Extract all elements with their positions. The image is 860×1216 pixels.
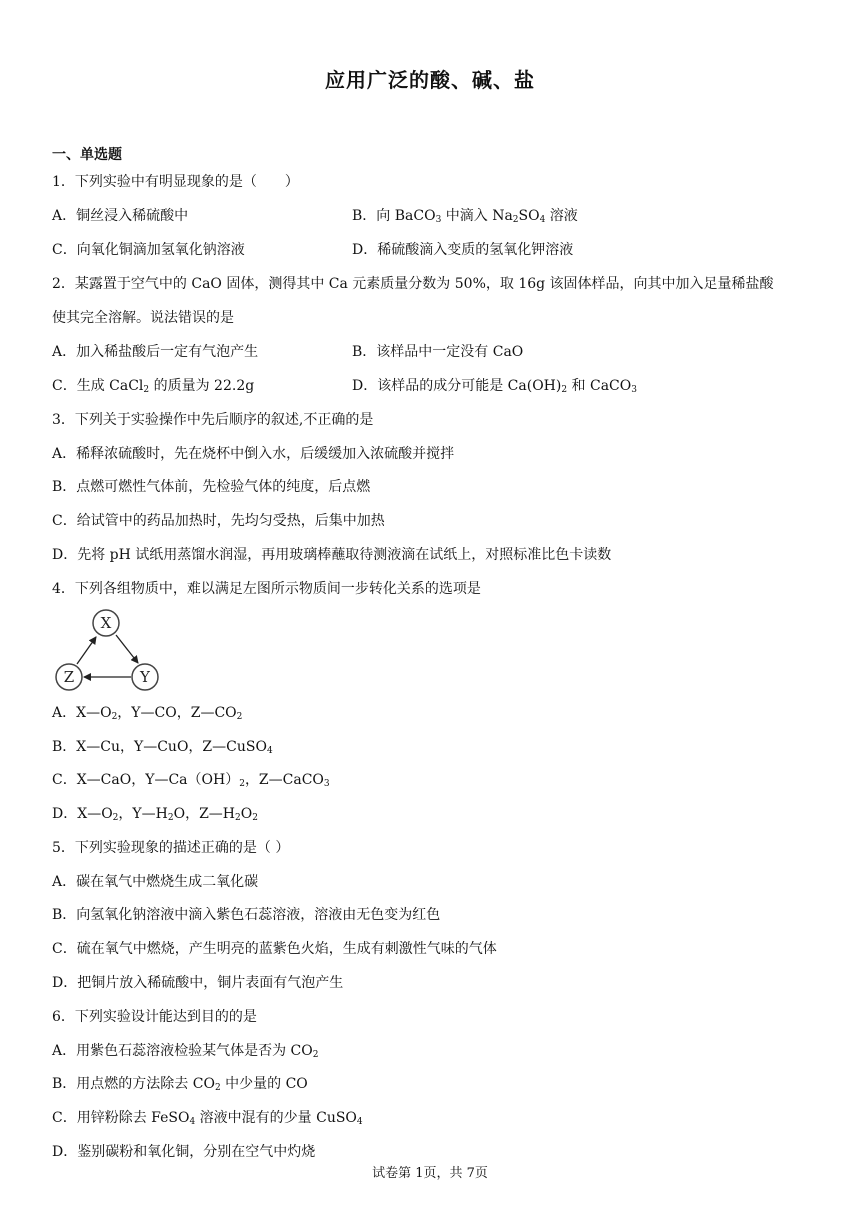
q1-option-b: B．向 BaCO$_3$ 中滴入 $Na_2SO_4$ 溶液 xyxy=(352,208,578,225)
q5-stem: 5．下列实验现象的描述正确的是（ ） xyxy=(52,840,290,856)
q4-option-a: A．$X—O_2$，Y—CO，$Z—CO_2$ xyxy=(52,705,243,722)
q5-option-d: D．把铜片放入稀硫酸中，铜片表面有气泡产生 xyxy=(52,975,344,991)
q1-stem: 1．下列实验中有明显现象的是（ ） xyxy=(52,174,299,190)
section-heading: 一、单选题 xyxy=(52,147,122,163)
q1-option-c: C．向氧化铜滴加氢氧化钠溶液 xyxy=(52,242,245,258)
q6-option-c: C．用锌粉除去 FeSO$_4$ 溶液中混有的少量 CuSO$_4$ xyxy=(52,1110,363,1127)
q3-option-c: C．给试管中的药品加热时，先均匀受热，后集中加热 xyxy=(52,513,385,529)
q3-option-d: D．先将 pH 试纸用蒸馏水润湿，再用玻璃棒蘸取待测液滴在试纸上，对照标准比色卡读数 xyxy=(52,547,612,563)
q5-option-b: B．向氢氧化钠溶液中滴入紫色石蕊溶液，溶液由无色变为红色 xyxy=(52,907,441,923)
q4-stem: 4．下列各组物质中，难以满足左图所示物质间一步转化关系的选项是 xyxy=(52,581,481,597)
q6-stem: 6．下列实验设计能达到目的的是 xyxy=(52,1009,257,1025)
arrow-x-to-y xyxy=(116,635,138,663)
q2-option-d: D．该样品的成分可能是 $Ca(OH)_2$ 和 CaCO$_3$ xyxy=(352,378,637,395)
page-title: 应用广泛的酸、碱、盐 xyxy=(325,68,535,92)
q2-stem-line1: 2．某露置于空气中的 CaO 固体，测得其中 Ca 元素质量分数为 50%，取 16g 该固体样品，向其中加入足量稀盐酸 xyxy=(52,276,774,292)
node-x-label: X xyxy=(100,614,112,632)
q6-option-b: B．用点燃的方法除去 $CO_2$ 中少量的 CO xyxy=(52,1076,308,1093)
q2-option-a: A．加入稀盐酸后一定有气泡产生 xyxy=(52,344,259,360)
q5-option-a: A．碳在氧气中燃烧生成二氧化碳 xyxy=(52,874,259,890)
node-z-label: Z xyxy=(63,668,75,686)
arrow-z-to-x xyxy=(77,637,96,664)
q6-option-a: A．用紫色石蕊溶液检验某气体是否为 $CO_2$ xyxy=(52,1043,319,1060)
q2-option-b: B．该样品中一定没有 CaO xyxy=(352,344,524,360)
q3-option-b: B．点燃可燃性气体前，先检验气体的纯度，后点燃 xyxy=(52,479,371,495)
q1-option-a: A．铜丝浸入稀硫酸中 xyxy=(52,208,189,224)
conversion-diagram xyxy=(50,606,166,694)
q1-option-d: D．稀硫酸滴入变质的氢氧化钾溶液 xyxy=(352,242,574,258)
q3-option-a: A．稀释浓硫酸时，先在烧杯中倒入水，后缓缓加入浓硫酸并搅拌 xyxy=(52,446,455,462)
q3-stem: 3．下列关于实验操作中先后顺序的叙述,不正确的是 xyxy=(52,412,374,428)
q4-option-b: B．X—Cu，Y—CuO，Z—CuSO$_4$ xyxy=(52,739,273,756)
q2-stem-line2: 使其完全溶解。说法错误的是 xyxy=(52,310,234,326)
q4-option-d: D．$X—O_2$，$Y—H_2O$，$Z—H_2O_2$ xyxy=(52,806,258,823)
node-y-label: Y xyxy=(140,668,150,686)
q6-option-d: D．鉴别碳粉和氧化铜，分别在空气中灼烧 xyxy=(52,1144,316,1160)
q4-option-c: C．X—CaO，$Y—Ca(OH)_2$，Z—CaCO$_3$ xyxy=(52,772,330,789)
q5-option-c: C．硫在氧气中燃烧，产生明亮的蓝紫色火焰，生成有刺激性气味的气体 xyxy=(52,941,497,957)
q2-option-c: C．生成 CaCl$_2$ 的质量为 22.2g xyxy=(52,378,255,395)
page-footer: 试卷第 1页，共 7页 xyxy=(372,1166,488,1181)
